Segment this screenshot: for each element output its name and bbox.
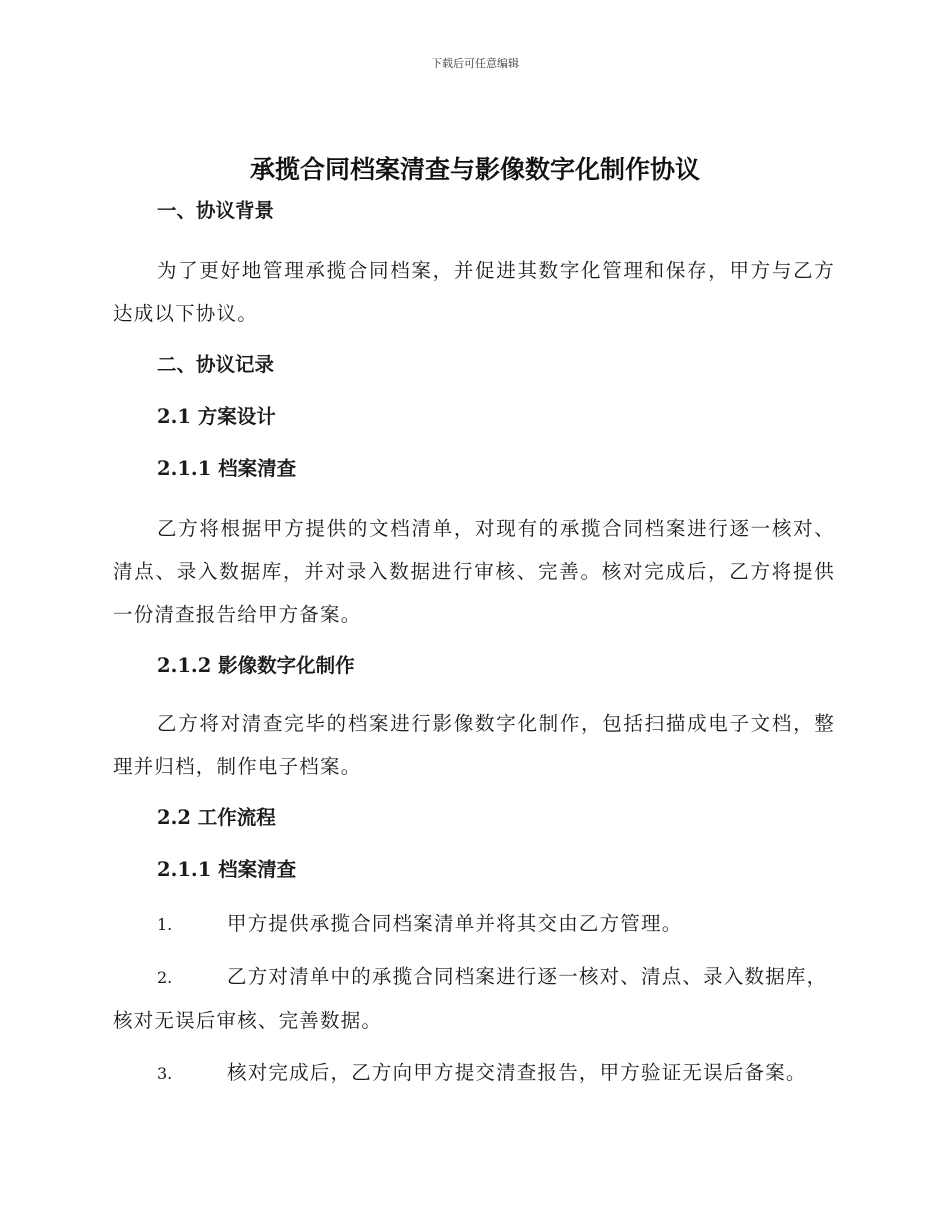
list-item-text: 核对完成后，乙方向甲方提交清查报告，甲方验证无误后备案。 <box>227 1061 807 1084</box>
document-body <box>113 197 835 1095</box>
subsection-heading-workflow-check: 2.1.1 档案清查 <box>157 858 297 881</box>
page-header-note: 下载后可任意编辑 <box>431 57 519 70</box>
list-item-number: 2. <box>157 968 173 987</box>
list-item-text: 乙方对清单中的承揽合同档案进行逐一核对、清点、录入数据库，核对无误后审核、完善数据。 <box>113 965 828 1032</box>
subsection-heading-workflow: 2.2 工作流程 <box>157 806 276 829</box>
paragraph-digitization: 乙方将对清查完毕的档案进行影像数字化制作，包括扫描成电子文档，整理并归档，制作电子档案。 <box>113 712 835 778</box>
paragraph-background: 为了更好地管理承揽合同档案，并促进其数字化管理和保存，甲方与乙方达成以下协议。 <box>113 259 835 325</box>
list-item-text: 甲方提供承揽合同档案清单并将其交由乙方管理。 <box>227 912 683 935</box>
paragraph-archive-check: 乙方将根据甲方提供的文档清单，对现有的承揽合同档案进行逐一核对、清点、录入数据库，并对录入数据进行审核、完善。核对完成后，乙方将提供一份清查报告给甲方备案。 <box>113 517 835 626</box>
list-item <box>113 902 835 946</box>
subsection-heading-archive-check: 2.1.1 档案清查 <box>157 457 297 480</box>
list-item-number: 1. <box>157 915 173 934</box>
subsection-heading-design: 2.1 方案设计 <box>157 405 276 428</box>
subsection-heading-digitization: 2.1.2 影像数字化制作 <box>157 654 355 677</box>
list-item <box>113 1051 835 1095</box>
list-item <box>113 955 835 1042</box>
section-heading-records: 二、协议记录 <box>157 353 275 376</box>
section-heading-background: 一、协议背景 <box>157 199 275 222</box>
document-title: 承揽合同档案清查与影像数字化制作协议 <box>249 155 700 184</box>
list-item-number: 3. <box>157 1064 173 1083</box>
